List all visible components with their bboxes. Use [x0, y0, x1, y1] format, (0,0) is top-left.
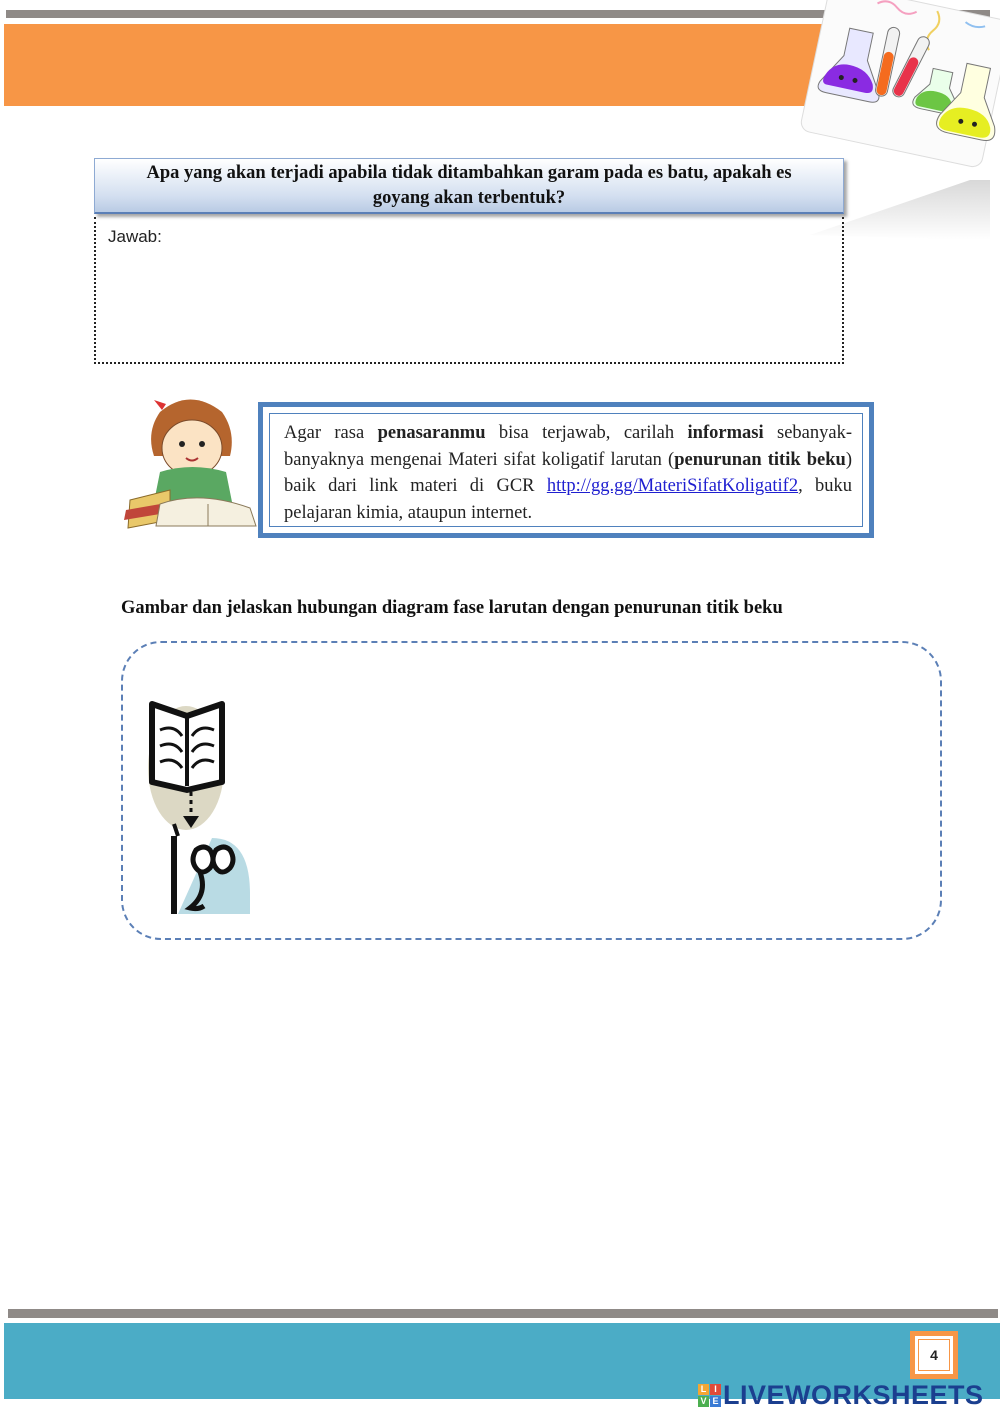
info-text: Agar rasa penasaranmu bisa terjawab, carilah informasi sebanyak-banyaknya mengenai Materi sifat koligatif larutan (penurunan titik beku) baik dari link materi di GCR http://gg.gg/MateriSifatKoligatif2, buku pelajaran kimia, ataupun internet.	[269, 413, 863, 527]
speaker-icon[interactable]	[174, 824, 250, 914]
page-number-text: 4	[918, 1339, 950, 1371]
header-orange-banner	[4, 24, 844, 106]
question-heading: Apa yang akan terjadi apabila tidak ditambahkan garam pada es batu, apakah es goyang akan terbentuk?	[94, 158, 844, 214]
logo-squares-icon: L I V E	[698, 1384, 721, 1407]
girl-reading-illustration	[120, 392, 262, 532]
liveworksheets-logo[interactable]	[698, 1380, 984, 1410]
answer-area[interactable]	[94, 217, 844, 364]
logo-text: LIVEWORKSHEETS	[723, 1380, 984, 1410]
answer-label: Jawab:	[108, 227, 162, 246]
book-icon[interactable]	[148, 704, 224, 830]
info-box	[258, 402, 874, 538]
footer-gray-bar	[8, 1309, 998, 1318]
drawing-tools	[140, 698, 260, 920]
page-number	[910, 1331, 958, 1379]
materi-link[interactable]: http://gg.gg/MateriSifatKoligatif2	[546, 476, 799, 496]
chemistry-flasks-illustration	[800, 0, 1000, 180]
task-heading: Gambar dan jelaskan hubungan diagram fase larutan dengan penurunan titik beku	[121, 598, 783, 618]
